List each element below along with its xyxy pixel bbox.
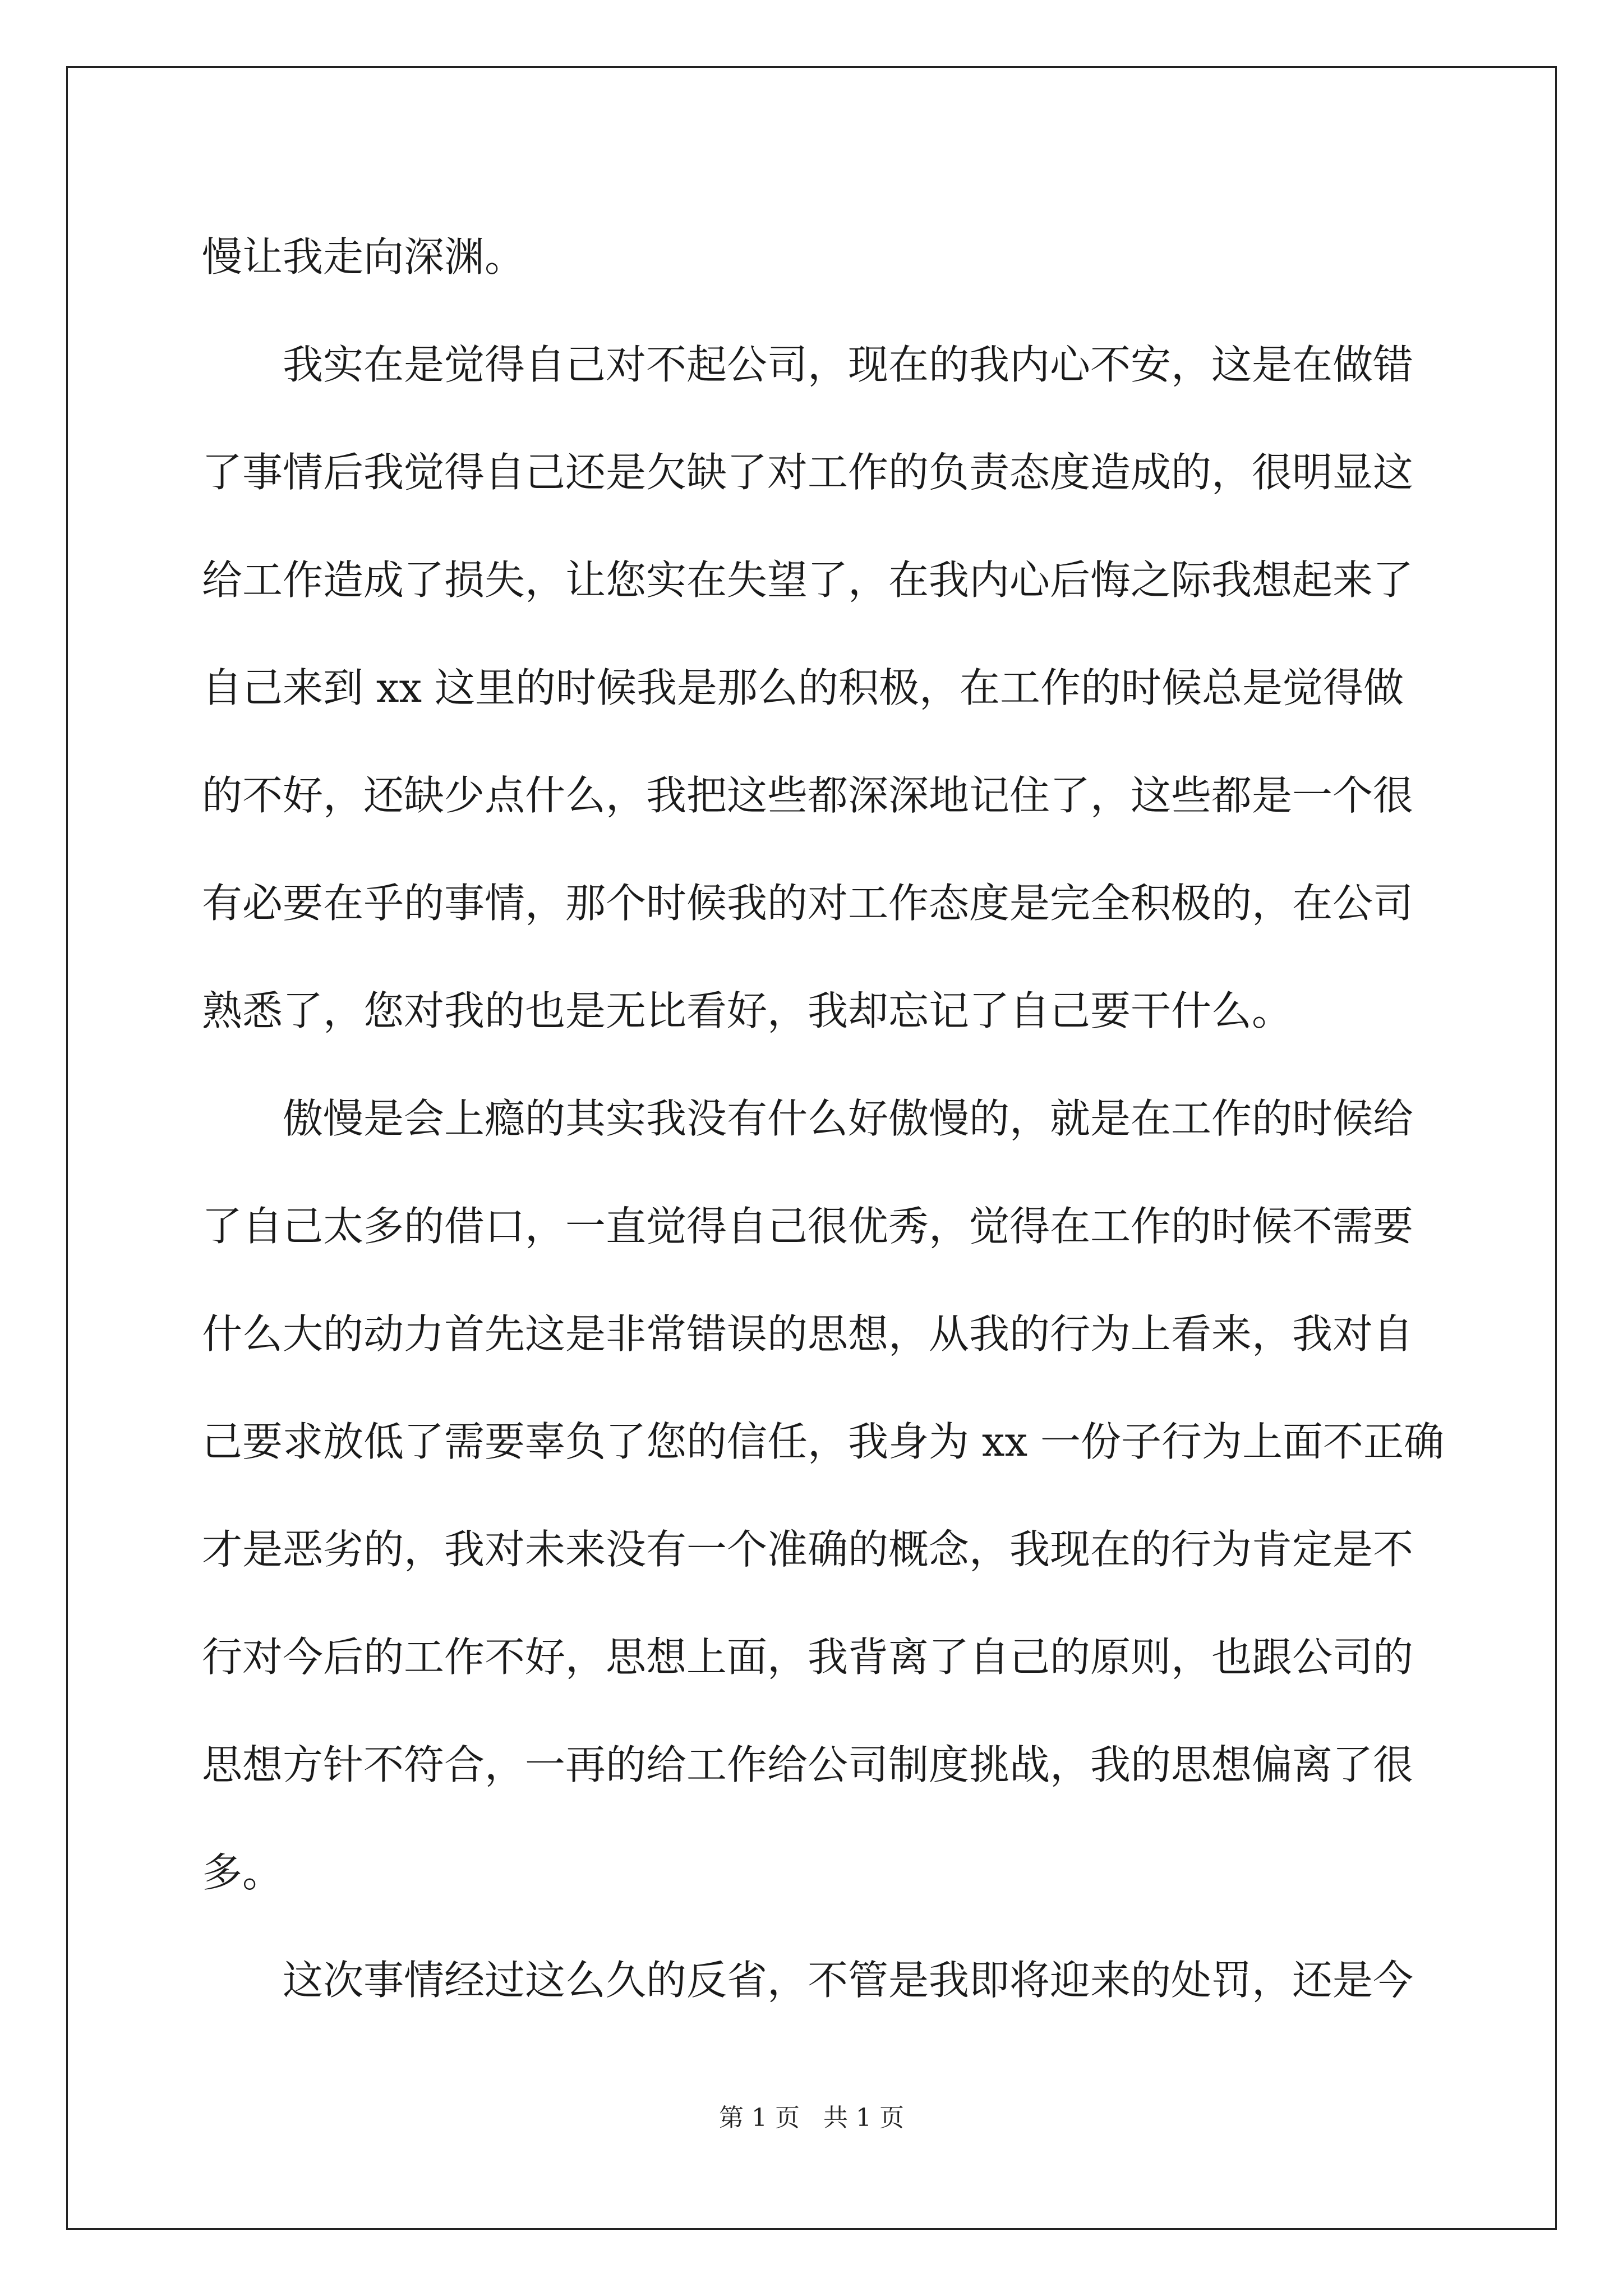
text-line: 自己来到 xx 这里的时候我是那么的积极，在工作的时候总是觉得做	[202, 664, 1404, 711]
text-line: 了事情后我觉得自己还是欠缺了对工作的负责态度造成的，很明显这	[202, 449, 1414, 496]
text-line: 给工作造成了损失，让您实在失望了，在我内心后悔之际我想起来了	[202, 556, 1414, 604]
page-number-footer: 第 1 页 共 1 页	[719, 2104, 904, 2132]
text-line: 思想方针不符合，一再的给工作给公司制度挑战，我的思想偏离了很	[202, 1741, 1414, 1788]
text-line: 了自己太多的借口，一直觉得自己很优秀，觉得在工作的时候不需要	[202, 1203, 1414, 1250]
text-line: 什么大的动力首先这是非常错误的思想，从我的行为上看来，我对自	[202, 1310, 1414, 1358]
paragraph-start-line: 我实在是觉得自己对不起公司，现在的我内心不安，这是在做错	[283, 341, 1414, 388]
text-line: 多。	[202, 1849, 283, 1896]
text-line: 行对今后的工作不好，思想上面，我背离了自己的原则，也跟公司的	[202, 1634, 1414, 1681]
text-line: 慢让我走向深渊。	[202, 233, 525, 280]
text-line: 才是恶劣的，我对未来没有一个准确的概念，我现在的行为肯定是不	[202, 1526, 1414, 1573]
text-line: 熟悉了，您对我的也是无比看好，我却忘记了自己要干什么。	[202, 987, 1293, 1034]
text-line: 己要求放低了需要辜负了您的信任，我身为 xx 一份子行为上面不正确	[202, 1418, 1444, 1465]
paragraph-start-line: 这次事情经过这么久的反省，不管是我即将迎来的处罚，还是今	[283, 1957, 1414, 2004]
paragraph-start-line: 傲慢是会上瘾的其实我没有什么好傲慢的，就是在工作的时候给	[283, 1095, 1414, 1142]
text-line: 的不好，还缺少点什么，我把这些都深深地记住了，这些都是一个很	[202, 772, 1414, 819]
text-line: 有必要在乎的事情，那个时候我的对工作态度是完全积极的，在公司	[202, 880, 1414, 927]
